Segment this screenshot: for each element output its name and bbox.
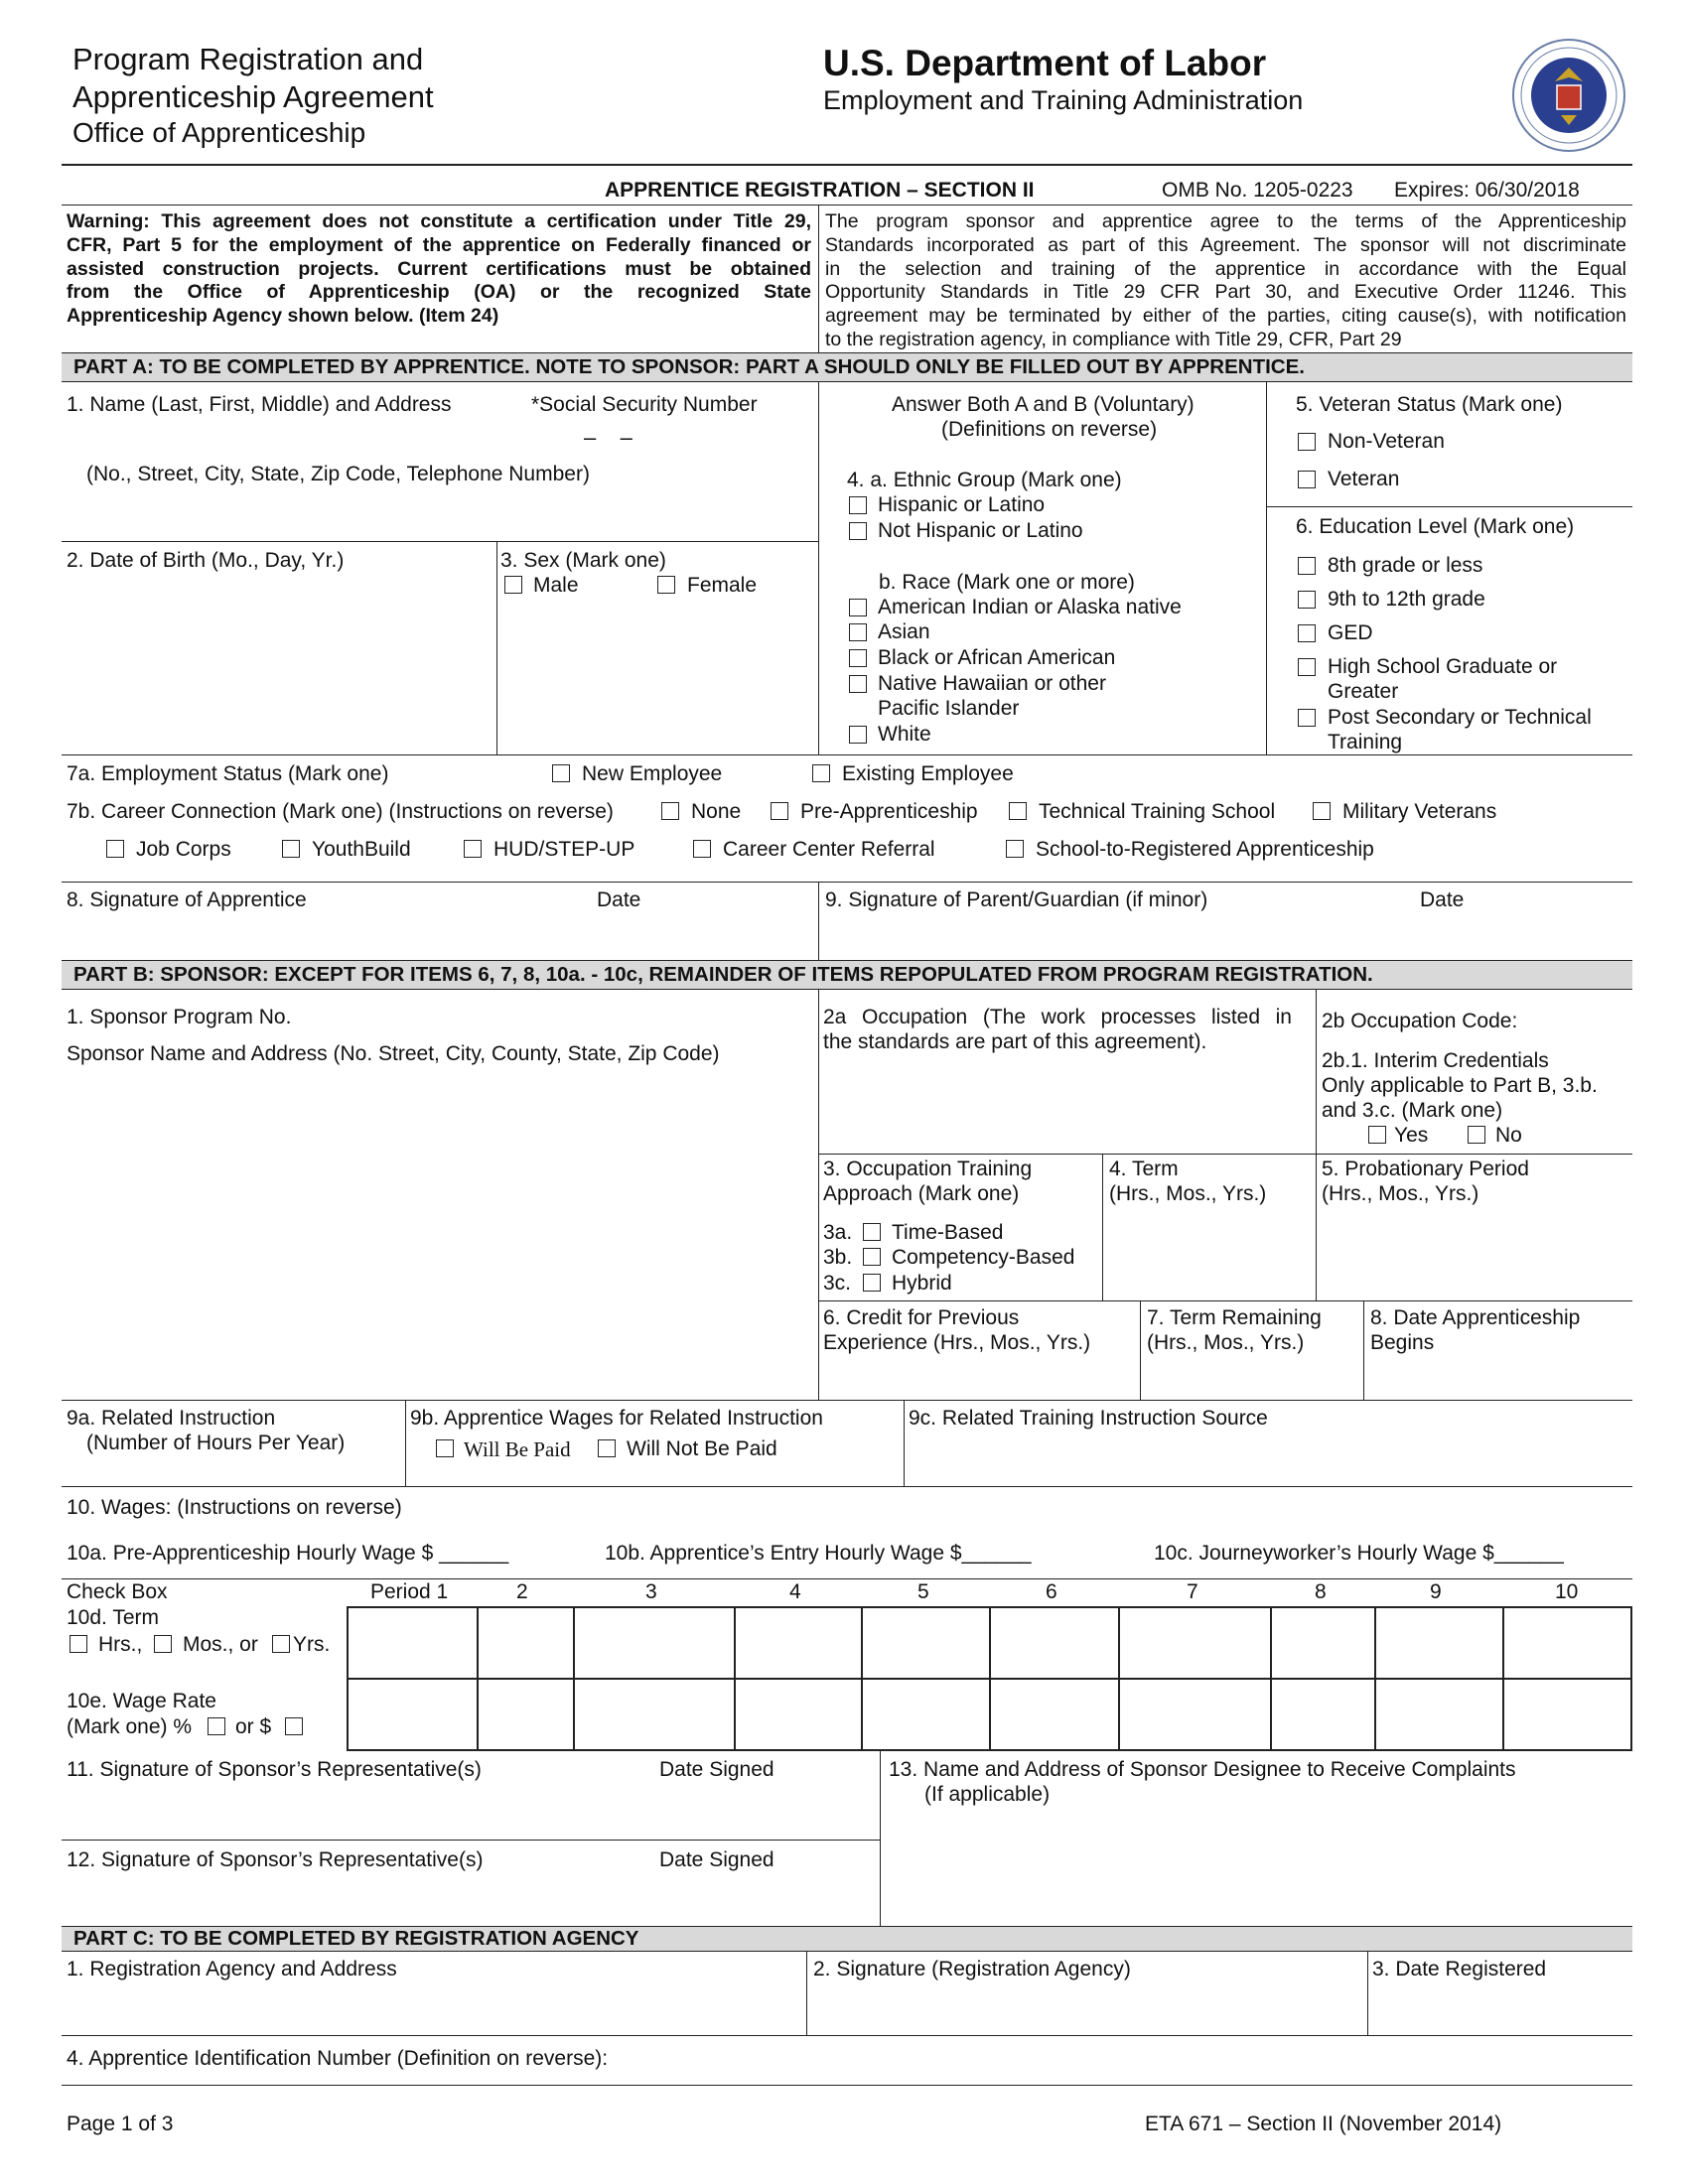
- rule: [62, 1578, 1632, 1579]
- period-4-label: 4: [789, 1580, 801, 1603]
- interim-yes-checkbox[interactable]: [1368, 1126, 1386, 1144]
- divider: [1270, 1606, 1272, 1751]
- ssn-label: *Social Security Number: [531, 393, 758, 416]
- divider: [405, 1400, 406, 1486]
- school-to-registered-label: School-to-Registered Apprenticeship: [1036, 838, 1374, 861]
- designee-applicable-label: (If applicable): [924, 1783, 1051, 1806]
- warning-line: CFR, Part 5 for the employment of the apprentice on Federally financed or: [67, 233, 811, 256]
- time-based-label: Time-Based: [892, 1221, 1004, 1244]
- edu-hs-checkbox[interactable]: [1298, 658, 1316, 676]
- non-veteran-checkbox[interactable]: [1298, 433, 1316, 451]
- part-a-header: PART A: TO BE COMPLETED BY APPRENTICE. NOTE TO SPONSOR: PART A SHOULD ONLY BE FILLED OUT BY APPRENTICE.: [62, 352, 1632, 382]
- divider: [1363, 1300, 1364, 1400]
- terms-line: The program sponsor and apprentice agree to the terms of the Apprenticeship: [825, 210, 1626, 232]
- job-corps-checkbox[interactable]: [106, 840, 124, 858]
- terms-line: agreement may be terminated by either of the parties, citing cause(s), with notification: [825, 305, 1626, 328]
- training-approach-label: 3. Occupation Training: [823, 1158, 1033, 1180]
- veteran-label: Veteran: [1328, 468, 1400, 490]
- existing-employee-label: Existing Employee: [842, 762, 1014, 785]
- hud-step-up-label: HUD/STEP-UP: [493, 838, 635, 861]
- dob-label: 2. Date of Birth (Mo., Day, Yr.): [67, 549, 345, 572]
- period-2-label: 2: [516, 1580, 528, 1603]
- female-checkbox[interactable]: [657, 576, 675, 594]
- agency-name: U.S. Department of Labor: [823, 43, 1267, 83]
- credit-units-label: Experience (Hrs., Mos., Yrs.): [823, 1331, 1091, 1354]
- header-rule: [62, 164, 1632, 166]
- divider: [1118, 1606, 1120, 1751]
- related-instruction-label: 9a. Related Instruction: [67, 1407, 276, 1430]
- term-mos-label: Mos., or: [183, 1633, 258, 1656]
- period-8-label: 8: [1315, 1580, 1327, 1603]
- not-hispanic-label: Not Hispanic or Latino: [878, 519, 1083, 542]
- school-to-registered-checkbox[interactable]: [1006, 840, 1024, 858]
- wage-rate-label: 10e. Wage Rate: [67, 1690, 216, 1712]
- edu-8th-checkbox[interactable]: [1298, 557, 1316, 575]
- competency-based-prefix: 3b.: [823, 1246, 853, 1269]
- divider: [818, 882, 819, 960]
- divider: [861, 1606, 863, 1751]
- time-based-checkbox[interactable]: [863, 1223, 881, 1241]
- rule: [62, 541, 818, 542]
- part-c-header: PART C: TO BE COMPLETED BY REGISTRATION AGENCY: [62, 1926, 1632, 1952]
- period-7-label: 7: [1187, 1580, 1198, 1603]
- edu-ged-label: GED: [1328, 621, 1373, 644]
- edu-post-secondary-checkbox[interactable]: [1298, 709, 1316, 727]
- expiration-date: Expires: 06/30/2018: [1394, 179, 1580, 202]
- name-label: 1. Name (Last, First, Middle) and Address: [67, 393, 452, 416]
- period-3-label: 3: [645, 1580, 657, 1603]
- term-mos-checkbox[interactable]: [154, 1635, 172, 1653]
- rule: [62, 1840, 880, 1841]
- career-none-checkbox[interactable]: [661, 802, 679, 820]
- term-hrs-checkbox[interactable]: [70, 1635, 87, 1653]
- term-yrs-checkbox[interactable]: [272, 1635, 290, 1653]
- term-row-label: 10d. Term: [67, 1606, 159, 1629]
- will-be-paid-checkbox[interactable]: [436, 1439, 454, 1457]
- warning-line: assisted construction projects. Current certifications must be obtained: [67, 257, 811, 280]
- occupation-code-label: 2b Occupation Code:: [1322, 1010, 1518, 1032]
- divider: [1502, 1606, 1504, 1751]
- registration-agency-label: 1. Registration Agency and Address: [67, 1958, 397, 1980]
- occupation-label: 2a Occupation (The work processes listed in: [823, 1006, 1292, 1028]
- sponsor-rep-signature-12-label: 12. Signature of Sponsor’s Representative(s): [67, 1848, 484, 1871]
- race-black-checkbox[interactable]: [849, 649, 867, 667]
- part-b-header: PART B: SPONSOR: EXCEPT FOR ITEMS 6, 7, 8, 10a. - 10c, REMAINDER OF ITEMS REPOPULATED FROM PROGRAM REGISTRATION.: [62, 960, 1632, 990]
- agency-division: Employment and Training Administration: [823, 85, 1304, 115]
- career-center-checkbox[interactable]: [693, 840, 711, 858]
- pre-apprenticeship-checkbox[interactable]: [771, 802, 788, 820]
- terms-line: Opportunity Standards in Title 29 CFR Part 30, and Executive Order 11246. This: [825, 281, 1626, 304]
- date-registered-label: 3. Date Registered: [1372, 1958, 1547, 1980]
- edu-post-secondary-label-2: Training: [1328, 731, 1403, 753]
- race-american-indian-label: American Indian or Alaska native: [878, 596, 1182, 618]
- edu-hs-label-2: Greater: [1328, 680, 1399, 703]
- interim-yes-label: Yes: [1394, 1124, 1429, 1147]
- parent-date-label: Date: [1420, 888, 1465, 911]
- form-title-line1: Program Registration and: [72, 42, 424, 76]
- agency-signature-label: 2. Signature (Registration Agency): [813, 1958, 1131, 1980]
- date-begins-label: 8. Date Apprenticeship: [1370, 1306, 1581, 1329]
- career-none-label: None: [691, 800, 742, 823]
- edu-8th-label: 8th grade or less: [1328, 554, 1483, 577]
- rule: [62, 1400, 1632, 1401]
- youthbuild-label: YouthBuild: [312, 838, 411, 861]
- time-based-prefix: 3a.: [823, 1221, 853, 1244]
- period-5-label: 5: [917, 1580, 929, 1603]
- technical-school-checkbox[interactable]: [1009, 802, 1027, 820]
- journeyworker-wage-label: 10c. Journeyworker’s Hourly Wage $______: [1154, 1542, 1564, 1565]
- dol-seal-icon: [1511, 38, 1626, 153]
- non-veteran-label: Non-Veteran: [1328, 430, 1445, 453]
- term-units-label: (Hrs., Mos., Yrs.): [1109, 1182, 1267, 1205]
- not-hispanic-checkbox[interactable]: [849, 522, 867, 540]
- divider: [1367, 1952, 1368, 2035]
- divider: [1102, 1154, 1103, 1300]
- wage-rate-dollar-checkbox[interactable]: [285, 1717, 303, 1735]
- veteran-checkbox[interactable]: [1298, 471, 1316, 488]
- term-yrs-label: Yrs.: [293, 1633, 331, 1656]
- date-signed-11-label: Date Signed: [659, 1758, 774, 1781]
- divider: [1266, 382, 1267, 754]
- period-6-label: 6: [1046, 1580, 1057, 1603]
- section-title: APPRENTICE REGISTRATION – SECTION II: [605, 179, 1035, 202]
- edu-hs-label: High School Graduate or: [1328, 655, 1558, 678]
- training-approach-label-2: Approach (Mark one): [823, 1182, 1020, 1205]
- divider: [477, 1606, 479, 1751]
- pre-apprentice-wage-label: 10a. Pre-Apprenticeship Hourly Wage $ ______: [67, 1542, 509, 1565]
- rule: [62, 1486, 1632, 1487]
- probationary-units-label: (Hrs., Mos., Yrs.): [1322, 1182, 1479, 1205]
- race-asian-label: Asian: [878, 620, 930, 643]
- divider: [573, 1606, 575, 1751]
- rule: [62, 882, 1632, 883]
- check-box-label: Check Box: [67, 1580, 168, 1603]
- male-checkbox[interactable]: [504, 576, 522, 594]
- edu-ged-checkbox[interactable]: [1298, 624, 1316, 642]
- divider: [496, 541, 497, 754]
- sponsor-name-label: Sponsor Name and Address (No. Street, City, County, State, Zip Code): [67, 1042, 720, 1065]
- military-veterans-checkbox[interactable]: [1313, 802, 1331, 820]
- warning-line: Apprenticeship Agency shown below. (Item 24): [67, 305, 499, 328]
- job-corps-label: Job Corps: [136, 838, 231, 861]
- related-wages-label: 9b. Apprentice Wages for Related Instruction: [410, 1407, 823, 1430]
- terms-line: Standards incorporated as part of this Agreement. The sponsor will not discriminate: [825, 233, 1626, 256]
- new-employee-checkbox[interactable]: [552, 764, 570, 782]
- existing-employee-checkbox[interactable]: [812, 764, 830, 782]
- rule: [818, 1300, 1632, 1301]
- divider: [818, 990, 819, 1400]
- new-employee-label: New Employee: [582, 762, 723, 785]
- term-hrs-label: Hrs.,: [98, 1633, 143, 1656]
- definitions-label: (Definitions on reverse): [941, 418, 1158, 441]
- education-label: 6. Education Level (Mark one): [1296, 515, 1575, 538]
- wage-rate-percent-label: (Mark one) %: [67, 1715, 193, 1738]
- sex-label: 3. Sex (Mark one): [500, 549, 666, 572]
- entry-wage-label: 10b. Apprentice’s Entry Hourly Wage $______: [605, 1542, 1032, 1565]
- hud-step-up-checkbox[interactable]: [464, 840, 482, 858]
- veteran-status-label: 5. Veteran Status (Mark one): [1296, 393, 1563, 416]
- apprentice-id-label: 4. Apprentice Identification Number (Definition on reverse):: [67, 2047, 609, 2070]
- interim-applicable-label: Only applicable to Part B, 3.b.: [1322, 1074, 1598, 1097]
- period-9-label: 9: [1430, 1580, 1442, 1603]
- race-native-hawaiian-checkbox[interactable]: [849, 675, 867, 693]
- address-label: (No., Street, City, State, Zip Code, Telephone Number): [86, 463, 590, 485]
- male-label: Male: [533, 574, 579, 597]
- wage-rate-dollar-label: or $: [235, 1715, 272, 1738]
- divider: [1140, 1300, 1141, 1400]
- term-remaining-units-label: (Hrs., Mos., Yrs.): [1147, 1331, 1305, 1354]
- related-instruction-hours-label: (Number of Hours Per Year): [86, 1432, 346, 1454]
- wages-label: 10. Wages: (Instructions on reverse): [67, 1496, 402, 1519]
- term-remaining-label: 7. Term Remaining: [1147, 1306, 1322, 1329]
- youthbuild-checkbox[interactable]: [282, 840, 300, 858]
- form-subtitle: Office of Apprenticeship: [72, 117, 366, 148]
- credit-label: 6. Credit for Previous: [823, 1306, 1020, 1329]
- ssn-dashes: – –: [584, 425, 633, 450]
- hispanic-label: Hispanic or Latino: [878, 493, 1046, 516]
- rule: [62, 2085, 1632, 2086]
- occupation-label-2: the standards are part of this agreement).: [823, 1030, 1207, 1053]
- race-american-indian-checkbox[interactable]: [849, 599, 867, 616]
- interim-no-checkbox[interactable]: [1468, 1126, 1485, 1144]
- omb-number: OMB No. 1205-0223: [1162, 179, 1353, 202]
- will-be-paid-label: Will Be Paid: [464, 1437, 571, 1461]
- hispanic-checkbox[interactable]: [849, 496, 867, 514]
- competency-based-checkbox[interactable]: [863, 1248, 881, 1266]
- sponsor-rep-signature-11-label: 11. Signature of Sponsor’s Representative(s): [67, 1758, 482, 1781]
- race-native-hawaiian-label: Native Hawaiian or other: [878, 672, 1106, 695]
- technical-school-label: Technical Training School: [1039, 800, 1276, 823]
- edu-9-12-label: 9th to 12th grade: [1328, 588, 1485, 611]
- warning-notice: [67, 210, 811, 329]
- probationary-label: 5. Probationary Period: [1322, 1158, 1529, 1180]
- related-source-label: 9c. Related Training Instruction Source: [909, 1407, 1268, 1430]
- competency-based-label: Competency-Based: [892, 1246, 1075, 1269]
- race-pacific-islander-label: Pacific Islander: [878, 697, 1020, 720]
- divider: [1374, 1606, 1376, 1751]
- ethnic-group-label: 4. a. Ethnic Group (Mark one): [847, 469, 1122, 491]
- answer-both-label: Answer Both A and B (Voluntary): [892, 393, 1195, 416]
- period-1-label: Period 1: [370, 1580, 449, 1603]
- employment-status-label: 7a. Employment Status (Mark one): [67, 762, 389, 785]
- date-signed-12-label: Date Signed: [659, 1848, 774, 1871]
- divider: [989, 1606, 991, 1751]
- divider: [734, 1606, 736, 1751]
- edu-9-12-checkbox[interactable]: [1298, 591, 1316, 609]
- wage-rate-percent-checkbox[interactable]: [208, 1717, 225, 1735]
- warning-line: Warning: This agreement does not constitute a certification under Title 29,: [67, 210, 811, 232]
- period-10-label: 10: [1555, 1580, 1579, 1603]
- interim-no-label: No: [1495, 1124, 1522, 1147]
- hybrid-prefix: 3c.: [823, 1272, 852, 1295]
- date-begins-label-2: Begins: [1370, 1331, 1435, 1354]
- will-not-be-paid-label: Will Not Be Paid: [627, 1437, 777, 1460]
- edu-post-secondary-label: Post Secondary or Technical: [1328, 706, 1592, 729]
- designee-label: 13. Name and Address of Sponsor Designee to Receive Complaints: [889, 1758, 1516, 1781]
- race-white-checkbox[interactable]: [849, 726, 867, 744]
- form-number: ETA 671 – Section II (November 2014): [1145, 2113, 1502, 2135]
- divider: [904, 1400, 905, 1486]
- divider: [806, 1952, 807, 2035]
- military-veterans-label: Military Veterans: [1342, 800, 1497, 823]
- terms-notice: [825, 210, 1626, 352]
- divider: [818, 205, 819, 352]
- hybrid-checkbox[interactable]: [863, 1274, 881, 1292]
- race-label: b. Race (Mark one or more): [879, 571, 1135, 594]
- rule: [818, 1154, 1632, 1155]
- divider: [1316, 990, 1317, 1300]
- interim-credentials-label: 2b.1. Interim Credentials: [1322, 1049, 1549, 1072]
- form-title-line2: Apprenticeship Agreement: [72, 79, 434, 114]
- apprentice-date-label: Date: [597, 888, 641, 911]
- race-asian-checkbox[interactable]: [849, 623, 867, 641]
- female-label: Female: [687, 574, 758, 597]
- sponsor-program-no-label: 1. Sponsor Program No.: [67, 1006, 292, 1028]
- parent-signature-label: 9. Signature of Parent/Guardian (if minor): [825, 888, 1208, 911]
- will-not-be-paid-checkbox[interactable]: [598, 1439, 616, 1457]
- page-number: Page 1 of 3: [67, 2113, 174, 2135]
- divider: [880, 1751, 881, 1926]
- career-connection-label: 7b. Career Connection (Mark one) (Instructions on reverse): [67, 800, 614, 823]
- warning-line: from the Office of Apprenticeship (OA) or the recognized State: [67, 281, 811, 304]
- race-white-label: White: [878, 723, 931, 746]
- terms-line: in the selection and training of the apprentice in accordance with the Equal: [825, 257, 1626, 280]
- term-label: 4. Term: [1109, 1158, 1179, 1180]
- terms-line: to the registration agency, in compliance with Title 29, CFR, Part 29: [825, 328, 1402, 350]
- interim-mark-label: and 3.c. (Mark one): [1322, 1099, 1503, 1122]
- rule: [1266, 506, 1632, 507]
- apprentice-signature-label: 8. Signature of Apprentice: [67, 888, 307, 911]
- career-center-label: Career Center Referral: [723, 838, 935, 861]
- pre-apprenticeship-label: Pre-Apprenticeship: [800, 800, 978, 823]
- race-black-label: Black or African American: [878, 646, 1116, 669]
- divider: [818, 382, 819, 754]
- hybrid-label: Hybrid: [892, 1272, 952, 1295]
- rule: [62, 2035, 1632, 2036]
